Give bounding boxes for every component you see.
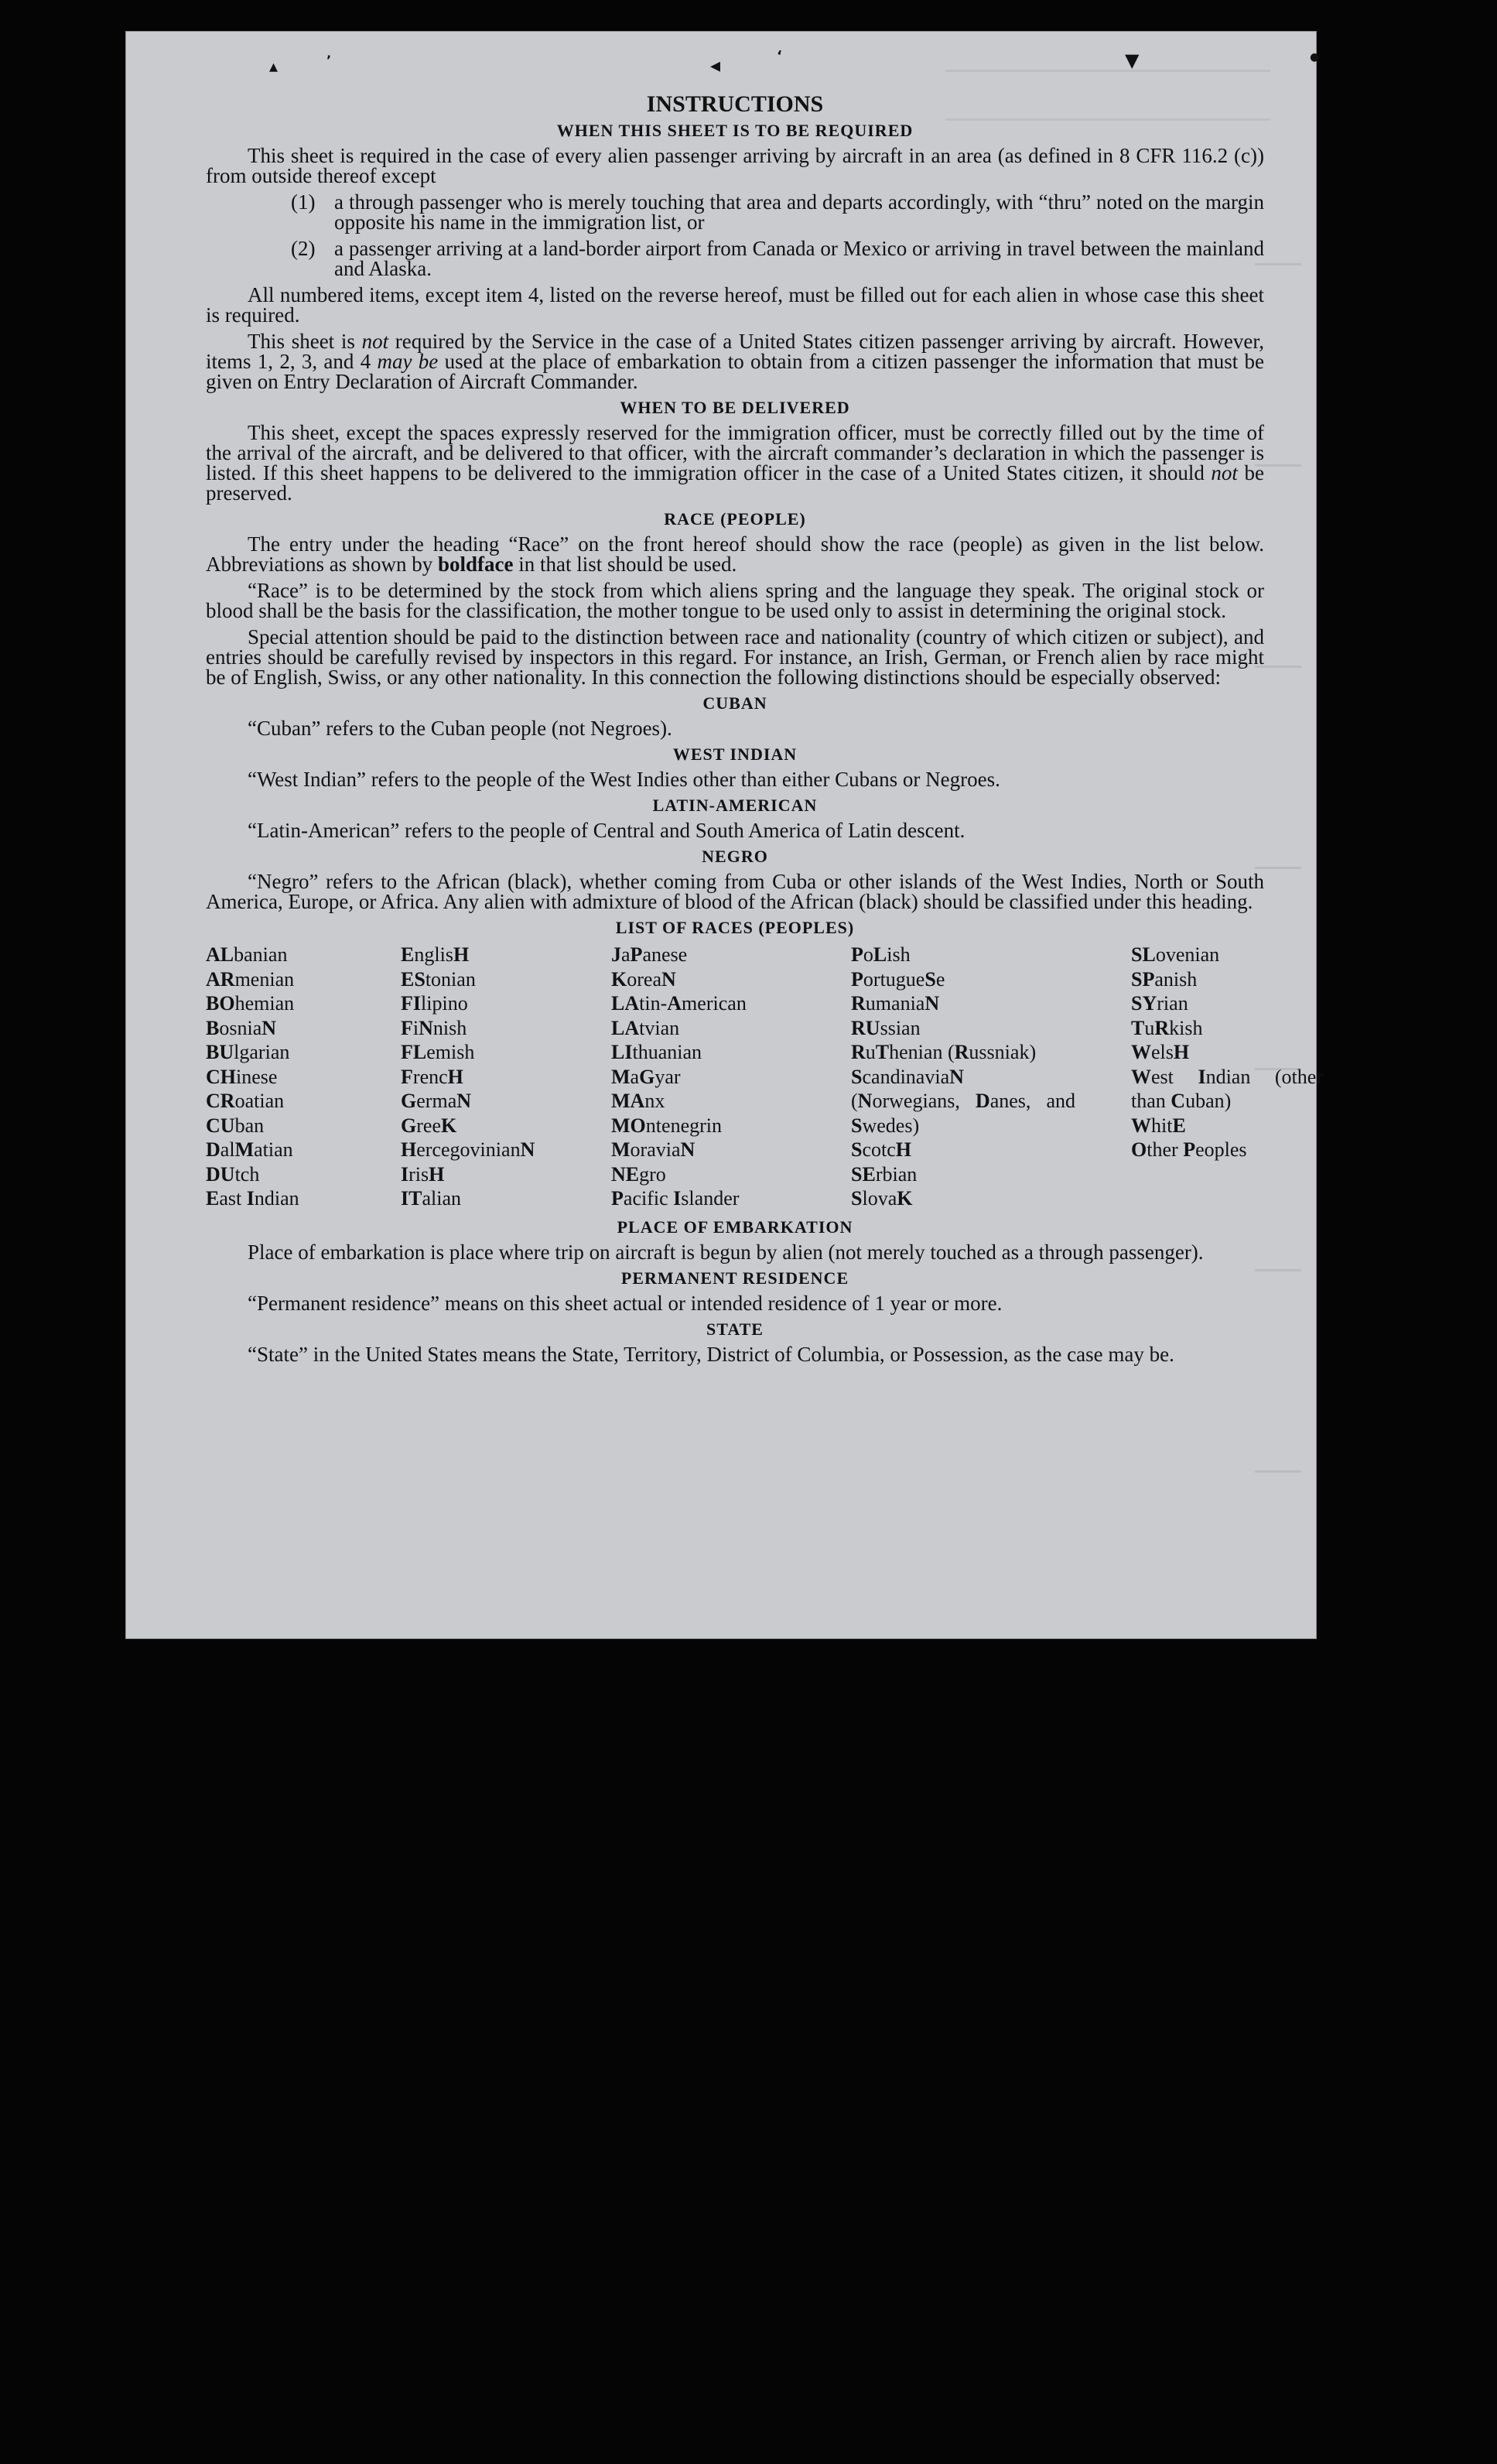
punch-mark: ●	[1310, 51, 1320, 63]
race-entry: BUlgarian	[206, 1041, 290, 1063]
page-title: INSTRUCTIONS	[646, 91, 824, 117]
paragraph-embarkation: Place of embarkation is place where trip on aircraft is begun by alien (not merely touched as a through passenger).	[248, 1240, 1204, 1264]
race-entry: GreeK	[401, 1114, 457, 1137]
race-entry: RUssian	[851, 1016, 921, 1039]
paragraph-race-entry: The entry under the heading “Race” on the front hereof should show the race (people) as given in the list below. Abbreviations as shown by boldface in that list should be used.	[206, 532, 1264, 576]
race-column	[611, 943, 851, 1211]
section-heading-races: LIST OF RACES (PEOPLES)	[615, 918, 855, 937]
race-entry: WhitE	[1131, 1114, 1186, 1137]
race-entry: LAtvian	[611, 1016, 680, 1039]
race-entry: ITalian	[401, 1187, 462, 1210]
race-column	[851, 943, 1131, 1211]
race-entry: MAnx	[611, 1090, 665, 1112]
exception-number: (1)	[291, 190, 316, 214]
section-heading-residence: PERMANENT RESIDENCE	[620, 1268, 849, 1288]
race-entry: SPanish	[1131, 967, 1198, 991]
race-entry: JaPanese	[611, 943, 688, 966]
section-heading-embarkation: PLACE OF EMBARKATION	[617, 1217, 853, 1237]
section-heading-latin-american: LATIN-AMERICAN	[652, 796, 818, 815]
paragraph-when-delivered: This sheet, except the spaces expressly reserved for the immigration officer, must be correctly filled out by the time of the arrival of the aircraft, and be delivered to that officer, with the aircraft commander’s declaration in which the passenger is listed. If this sheet happens to be delivered to the immigration officer in the case of a United States citizen, it should not be preserved.	[206, 421, 1265, 505]
race-entry: BosniaN	[206, 1016, 277, 1039]
section-heading-race: RACE (PEOPLE)	[664, 509, 806, 529]
bleed-through-line	[1255, 1470, 1301, 1473]
race-column	[1131, 943, 1323, 1211]
race-entry: KoreaN	[611, 967, 676, 991]
race-entry: PortugueSe	[851, 967, 945, 991]
race-entry: ALbanian	[206, 943, 288, 966]
race-entry: EnglisH	[401, 943, 470, 966]
paragraph-west-indian: “West Indian” refers to the people of the West Indies other than either Cubans or Negroes.	[248, 768, 1000, 791]
race-entry: DalMatian	[206, 1138, 293, 1161]
race-entry: PoLish	[851, 943, 911, 966]
exception-number: (2)	[291, 237, 316, 260]
section-heading-west-indian: WEST INDIAN	[672, 744, 798, 764]
race-entry: TuRkish	[1131, 1016, 1203, 1039]
race-entry: FrencH	[401, 1065, 463, 1088]
race-entry: LAtin-American	[611, 992, 747, 1015]
document-sheet	[125, 31, 1323, 1639]
race-entry: IrisH	[401, 1162, 445, 1186]
paragraph-citizen: This sheet is not required by the Service in the case of a United States citizen passenger arriving by aircraft. However, items 1, 2, 3, and 4 may be used at the place of embarkation to obtain from a citizen passenger the information that must be given on Entry Declaration of Aircraft Commander.	[206, 330, 1264, 393]
race-entry: SErbian	[851, 1162, 918, 1186]
race-entry: HercegovinianN	[401, 1138, 535, 1161]
race-entry: CHinese	[206, 1065, 278, 1088]
paragraph-numbered-items: All numbered items, except item 4, listed on the reverse hereof, must be filled out for each alien in whose case this sheet is required.	[206, 283, 1264, 327]
exception-item	[206, 192, 1264, 232]
paragraph-state: “State” in the United States means the State, Territory, District of Columbia, or Possession, as the case may be.	[248, 1342, 1174, 1366]
exception-text: a through passenger who is merely touching that area and departs accordingly, with “thru” noted on the margin opposite his name in the immigration list, or	[334, 190, 1264, 234]
punch-mark: ‘	[777, 48, 782, 64]
race-entry: SLovenian	[1131, 943, 1220, 966]
section-heading-state: STATE	[706, 1319, 764, 1339]
paragraph-cuban: “Cuban” refers to the Cuban people (not Negroes).	[248, 717, 672, 740]
instructions-content	[206, 91, 1323, 1371]
race-entry: SYrian	[1131, 992, 1188, 1015]
paragraph-residence: “Permanent residence” means on this sheet actual or intended residence of 1 year or more.	[248, 1291, 1003, 1315]
race-entry: GermaN	[401, 1090, 472, 1112]
exception-text: a passenger arriving at a land-border airport from Canada or Mexico or arriving in travel between the mainland and Alaska.	[334, 237, 1264, 280]
race-entry: RumaniaN	[851, 992, 940, 1015]
race-entry: WelsH	[1131, 1041, 1190, 1063]
race-entry: ARmenian	[206, 967, 295, 991]
race-entry: FIlipino	[401, 992, 468, 1015]
paragraph-negro: “Negro” refers to the African (black), whether coming from Cuba or other islands of the West Indies, North or South America, Europe, or Africa. Any alien with admixture of blood of the African (black) should be classified under this heading.	[206, 870, 1264, 913]
race-entry: ScandinaviaN (Norwegians, Danes, and Swedes)	[851, 1065, 1075, 1137]
race-entry: SlovaK	[851, 1187, 913, 1210]
paragraph-when-required: This sheet is required in the case of every alien passenger arriving by aircraft in an area (as defined in 8 CFR 116.2 (c)) from outside thereof except	[206, 144, 1264, 187]
race-entry: FiNnish	[401, 1016, 467, 1039]
race-entry: MaGyar	[611, 1065, 681, 1088]
race-column	[401, 943, 611, 1211]
race-entry: EStonian	[401, 967, 476, 991]
race-entry: BOhemian	[206, 992, 295, 1015]
race-list	[206, 943, 1323, 1211]
punch-mark: ▴	[269, 57, 279, 77]
section-heading-when-delivered: WHEN TO BE DELIVERED	[620, 398, 850, 417]
race-entry: East Indian	[206, 1187, 299, 1210]
race-entry: Other Peoples	[1131, 1138, 1247, 1161]
race-entry: MOntenegrin	[611, 1114, 723, 1137]
race-entry: DUtch	[206, 1162, 260, 1186]
exception-item	[206, 238, 1264, 279]
race-entry: Pacific Islander	[611, 1187, 740, 1210]
race-entry: West Indian (other than Cuban)	[1131, 1065, 1323, 1112]
section-heading-when-required: WHEN THIS SHEET IS TO BE REQUIRED	[556, 121, 914, 140]
race-entry: NEgro	[611, 1162, 666, 1186]
race-column	[206, 943, 401, 1211]
race-entry: CRoatian	[206, 1090, 285, 1112]
punch-mark: ’	[326, 53, 332, 67]
race-entry: RuThenian (Russniak)	[851, 1041, 1037, 1063]
paragraph-latin-american: “Latin-American” refers to the people of Central and South America of Latin descent.	[248, 819, 966, 842]
race-entry: CUban	[206, 1114, 265, 1137]
race-entry: FLemish	[401, 1041, 475, 1063]
section-heading-negro: NEGRO	[702, 847, 768, 866]
punch-mark: ◂	[710, 54, 721, 77]
race-entry: LIthuanian	[611, 1041, 702, 1063]
race-entry: ScotcH	[851, 1138, 912, 1161]
paragraph-race-stock: “Race” is to be determined by the stock from which aliens spring and the language they speak. The original stock or blood shall be the basis for the classification, the mother tongue to be used only to assist in determining the original stock.	[206, 579, 1264, 622]
race-entry: MoraviaN	[611, 1138, 696, 1161]
punch-mark: ▼	[1125, 50, 1140, 71]
section-heading-cuban: CUBAN	[702, 693, 767, 713]
paragraph-race-distinction: Special attention should be paid to the distinction between race and nationality (country of which citizen or subject), and entries should be carefully revised by inspectors in this regard. For instance, an Irish, German, or French alien by race might be of English, Swiss, or any other nationality. In this connection the following distinctions should be especially observed:	[206, 625, 1264, 689]
